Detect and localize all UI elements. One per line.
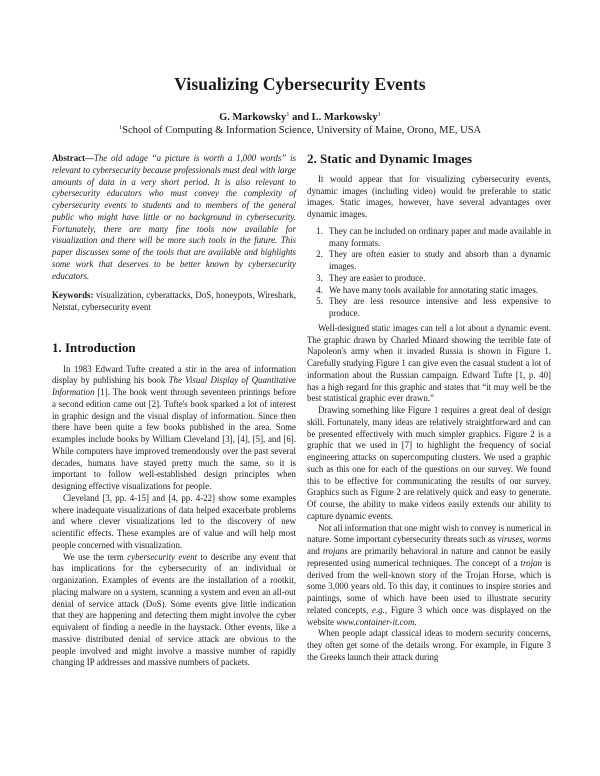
abstract-label: Abstract— [52,153,94,163]
section2-paragraph-5: When people adapt classical ideas to modern security concerns, they often get some of the details wrong. For example, in Figure 3 the Greeks launch their attack during [307,628,551,662]
emphasized-term: worms [527,534,551,545]
intro-paragraph-1 [52,364,296,493]
section2-paragraph-1: It would appear that for visualizing cybersecurity events, dynamic images (including video) would be preferable to static images. Static images, however, have several advantages over dynamic images. [307,173,551,219]
list-item: 4. We have many tools available for annotating static images. [325,285,551,297]
author-2: L. Markowsky [311,112,378,123]
author-line [0,111,600,123]
emphasized-term: e.g. [372,604,385,615]
affiliation-marker: 1 [286,111,290,118]
intro-paragraph-3 [52,552,296,670]
text-run: and [307,546,323,556]
keywords-text: visualization, cyberattacks, DoS, honeypots, Wireshark, Netstat, cybersecurity event [52,290,296,312]
emphasized-term: viruses [497,534,523,545]
abstract [52,153,296,282]
book-title: The Visual Display of Quantitative Information [52,375,296,397]
emphasized-term: cybersecurity event [127,551,198,562]
keywords-label: Keywords: [52,290,94,301]
text-run: [1]. The book went through seventeen printings before a second edition came out [2]. Tufte's book sparked a lot of interest in graphic design and the visual display of information. Since then there have been quite a few books published in the area. Some examples include books by William Cleveland [3], [4], [5], and [6]. While computers have improved tremendously over the past several decades, humans have stayed pretty much the same, so it is important to follow well-established design principles when designing effective visualizations for people. [52,387,296,491]
emphasized-term: trojan [520,557,542,568]
author-connector: and [292,112,310,123]
affiliation-marker: 1 [377,111,381,118]
intro-paragraph-2: Cleveland [3, pp. 4-15] and [4, pp. 4-22] show some examples where inadequate visualizations of data helped exacerbate problems and where clever visualizations led to the discovery of new scientific effects. These examples are of value and will help most people concerned with visualization. [52,492,296,550]
affiliation: School of Computing & Information Science, University of Maine, Orono, ME, USA [122,125,482,136]
section-heading-static-dynamic: 2. Static and Dynamic Images [307,151,473,166]
text-run: are primarily behavioral in nature and cannot be easily represented using numerical techniques. The concept of a [307,546,551,568]
affiliation-line [0,124,600,136]
right-column [307,153,551,664]
text-run: We use the term [63,551,128,562]
text-run: . [414,616,417,627]
author-1: G. Markowsky [219,112,287,123]
text-run: , Figure 3 which once was displayed on the website [307,604,551,627]
section2-paragraph-2: Well-designed static images can tell a lot about a dynamic event. The graphic drawn by Charled Minard showing the terrible fate of Napoleon's army when it invaded Russia is shown in Figure 1. Carefully studying Figure 1 can give even the casual student a lot of information about the Russian campaign. Edward Tufte [1, p. 40] has a high regard for this graphic and states that “it may well be the best statistical graphic ever drawn.” [307,322,551,404]
text-run: , [522,534,528,545]
list-item: 1. They can be included on ordinary paper and made available in many formats. [325,226,551,250]
paper-title: Visualizing Cybersecurity Events [174,74,426,94]
list-item: 2. They are often easier to study and absorb than a dynamic images. [325,249,551,273]
list-item: 3. They are easier to produce. [325,273,551,285]
text-run: In 1983 Edward Tufte created a stir in the area of information display by publishing his book [52,363,296,386]
affiliation-marker: 1 [118,124,123,131]
advantages-list [307,226,551,320]
keywords [52,290,296,314]
website-link[interactable]: www.container-it.com [336,616,415,627]
left-column [52,153,296,669]
abstract-text: The old adage “a picture is worth a 1,000 words” is relevant to cybersecurity because professionals must deal with large amounts of data in a very short period. It is also relevant to cybersecurity educators who must convey the complexity of cybersecurity events to students and to members of the general public who might have little or no background in cybersecurity. Fortunately, there are many fine tools now available for visualization and there will be more such tools in the future. This paper discusses some of the tools that are available and highlights some work that deserves to be better known by cybersecurity educators. [52,153,296,281]
list-item: 5. They are less resource intensive and less expensive to produce. [325,296,551,320]
section-heading-introduction: 1. Introduction [52,339,136,355]
section2-paragraph-4 [307,523,551,629]
text-run: to describe any event that has implications for the cybersecurity of an individual or organization. Examples of events are the installation of a rootkit, placing malware on a system, scanning a system and even an all-out denial of service attack (DoS). Some events give little indication that they are happening and detecting them might involve the cyber equivalent of finding a needle in the haystack. Other events, like a massive distributed denial of service attack are obvious to the people involved and might involve a massive number of rapidly changing IP addresses and massive numbers of packets. [52,551,296,668]
emphasized-term: trojans [322,546,348,556]
text-run: Not all information that one might wish to convey is numerical in nature. Some important cybersecurity threats such as [307,522,551,545]
section2-paragraph-3: Drawing something like Figure 1 requires a great deal of design skill. Fortunately, many ideas are relatively straightforward and can be presented effectively with much simpler graphics. Figure 2 is a graphic that we used in [7] to highlight the frequency of social engineering attacks on supercomputing clusters. We used a graphic such as this one for each of the questions on our survey. We found this to be effective for communicating the results of our survey. Graphics such as Figure 2 are relatively quick and easy to generate. Of course, the ability to make videos easily extends our ability to capture dynamic events. [307,405,551,521]
text-run: is derived from the well-known story of the Trojan Horse, which is some 3,000 years old. To this day, it continues to inspire stories and paintings, some of which have been used to illustrate security related concepts, [307,557,551,615]
